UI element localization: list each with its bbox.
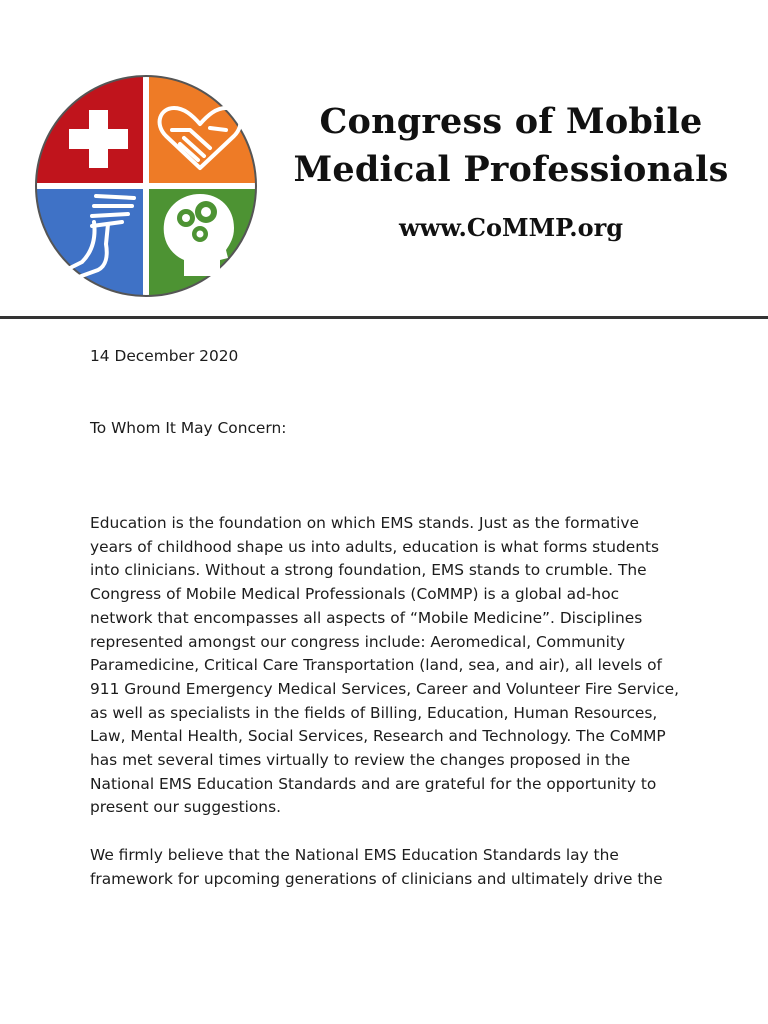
letter-paragraph: We firmly believe that the National EMS Education Standards lay the framework for upcoming generations of clinicians and ultimately drive the [90, 846, 663, 888]
letter-date: 14 December 2020 [90, 347, 239, 365]
letter-salutation: To Whom It May Concern: [90, 419, 287, 437]
org-website: www.CoMMP.org [398, 213, 624, 242]
letter-paragraph: Education is the foundation on which EMS stands. Just as the formative years of childhood shape us into adults, education is what forms students into clinicians. Without a strong foundation, EMS stands to crumble. The Congress of Mobile Medical Professionals (CoMMP) is a global ad-hoc network that encompasses all aspects of “Mobile Medicine”. Disciplines represented amongst our congress include: Aeromedical, Community Paramedicine, Critical Care Transportation (land, sea, and air), all levels of 911 Ground Emergency Medical Services, Career and Volunteer Fire Service, as well as specialists in the fields of Billing, Education, Human Resources, Law, Mental Health, Social Services, Research and Technology. The CoMMP has met several times virtually to review the changes proposed in the National EMS Education Standards and are grateful for the opportunity to present our suggestions. [90, 514, 680, 817]
header-divider [0, 316, 768, 319]
org-title: Congress of Mobile Medical Professionals [293, 101, 729, 190]
commp-logo [34, 72, 258, 300]
